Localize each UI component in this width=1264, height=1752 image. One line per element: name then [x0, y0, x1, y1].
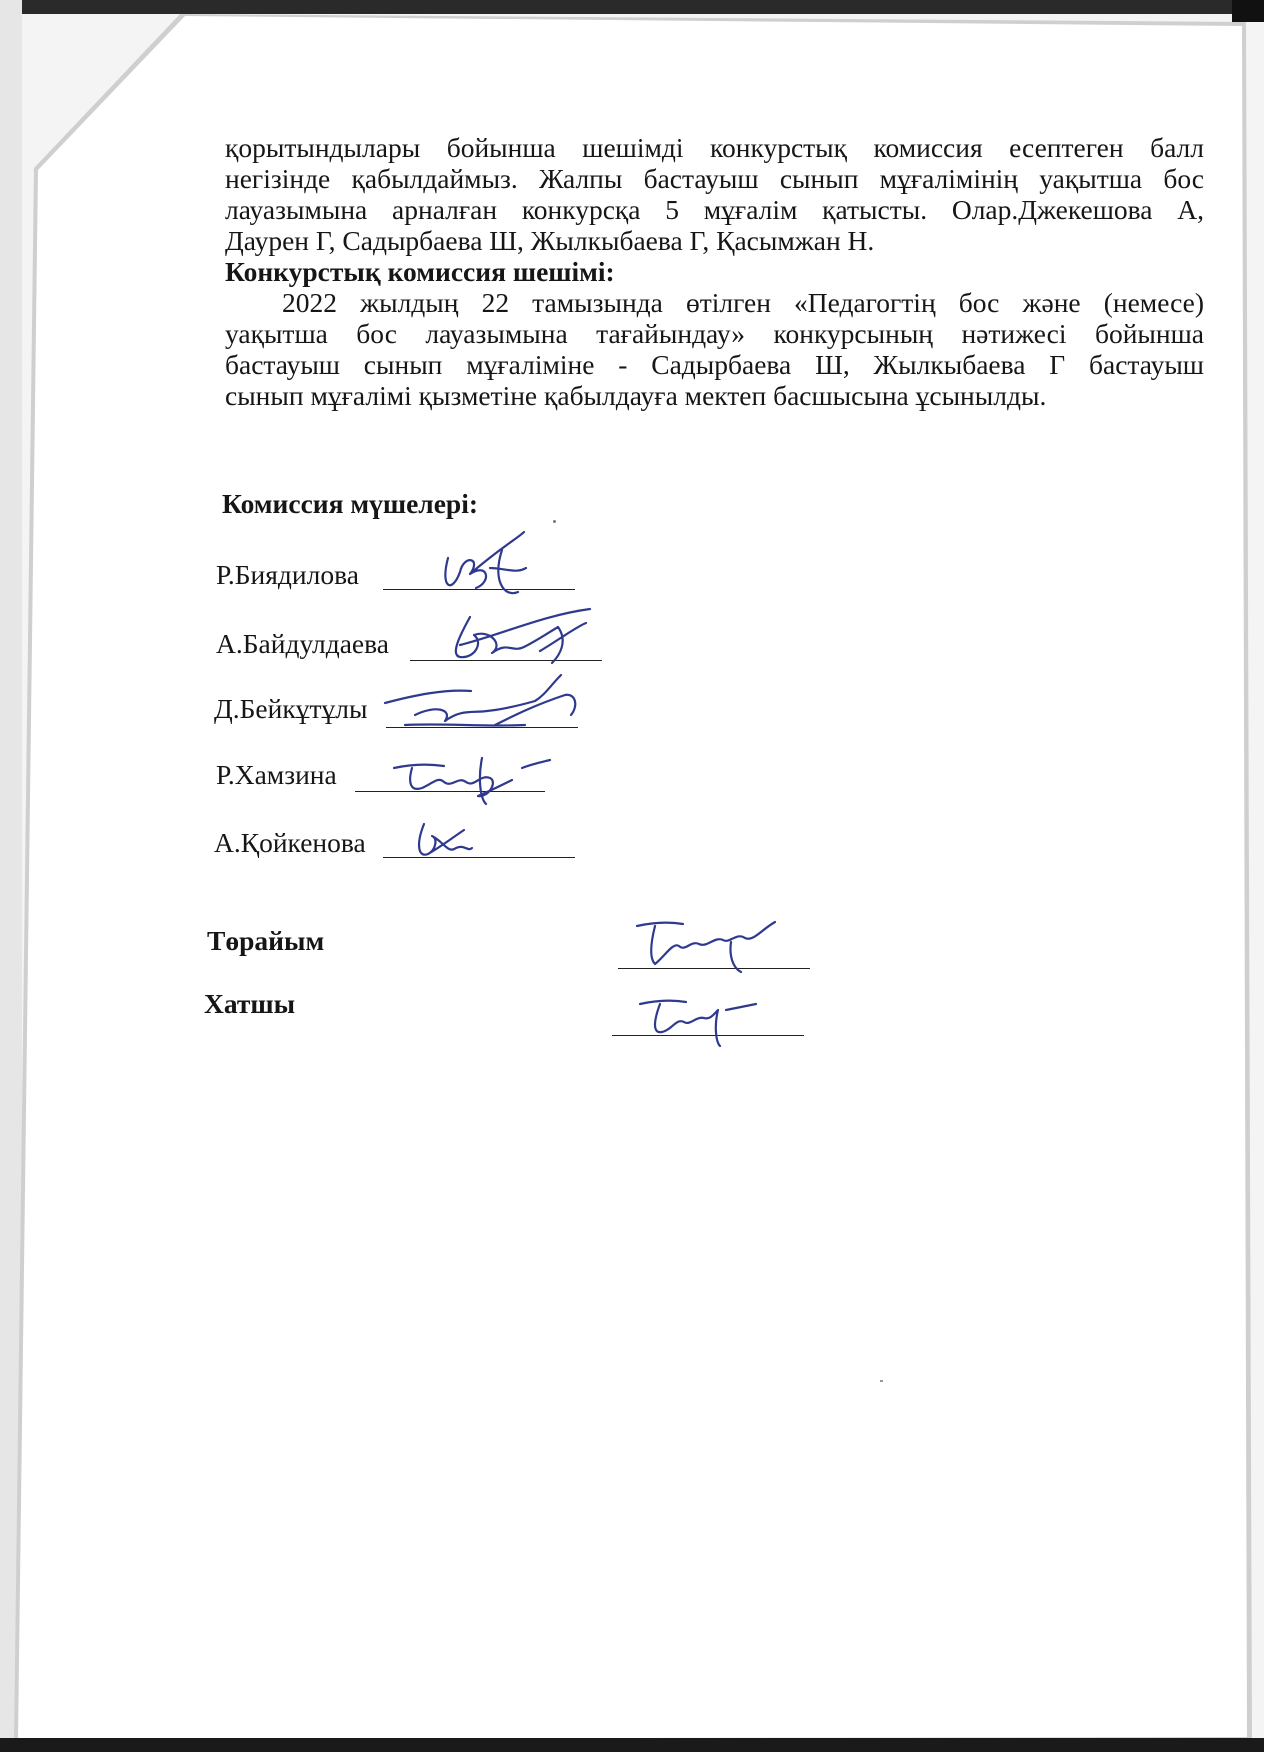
chair-label: Төрайым — [207, 925, 325, 956]
scanner-bottom-edge — [0, 1738, 1264, 1752]
paragraph2-line: уақытша бос лауазымына тағайындау» конкурсының нәтижесі бойынша — [225, 318, 1204, 349]
member-name: Р.Хамзина — [216, 759, 337, 790]
paragraph1-line: қорытындылары бойынша шешімді конкурстық комиссия есептеген балл — [225, 132, 1204, 163]
members-heading: Комиссия мүшелері: — [222, 488, 479, 519]
decision-heading: Конкурстық комиссия шешімі: — [225, 256, 615, 287]
signature-image — [382, 738, 552, 808]
member-name: Р.Биядилова — [216, 559, 359, 590]
paragraph2-line: 2022 жылдың 22 тамызында өтілген «Педагогтің бос және (немесе) — [282, 287, 1204, 318]
chair-signature-image — [625, 912, 785, 977]
secretary-signature-image — [630, 990, 760, 1050]
member-name: А.Байдулдаева — [216, 628, 389, 659]
secretary-label: Хатшы — [204, 988, 296, 1019]
paragraph2-line-last: сынып мұғалімі қызметіне қабылдауға мектеп басшысына ұсынылды. — [225, 380, 1047, 411]
member-name: Д.Бейкұтұлы — [214, 693, 368, 724]
paragraph1-line: лауазымына арналған конкурсқа 5 мұғалім қатысты. Олар.Джекешова А, — [225, 194, 1204, 225]
scan-speck — [553, 520, 556, 523]
signature-image — [408, 818, 478, 868]
member-name: А.Қойкенова — [214, 827, 366, 858]
signature-image — [430, 528, 540, 608]
paragraph2-line: бастауыш сынып мұғаліміне - Садырбаева Ш, Жылкыбаева Г бастауыш — [225, 349, 1204, 380]
signature-image — [375, 665, 595, 745]
paragraph1-line-last: Даурен Г, Садырбаева Ш, Жылкыбаева Г, Қасымжан Н. — [225, 225, 875, 256]
scanner-corner — [1232, 0, 1264, 22]
paragraph1-line: негізінде қабылдаймыз. Жалпы бастауыш сынып мұғалімінің уақытша бос — [225, 163, 1204, 194]
scan-speck — [880, 1380, 883, 1382]
scanner-top-edge — [0, 0, 1264, 14]
